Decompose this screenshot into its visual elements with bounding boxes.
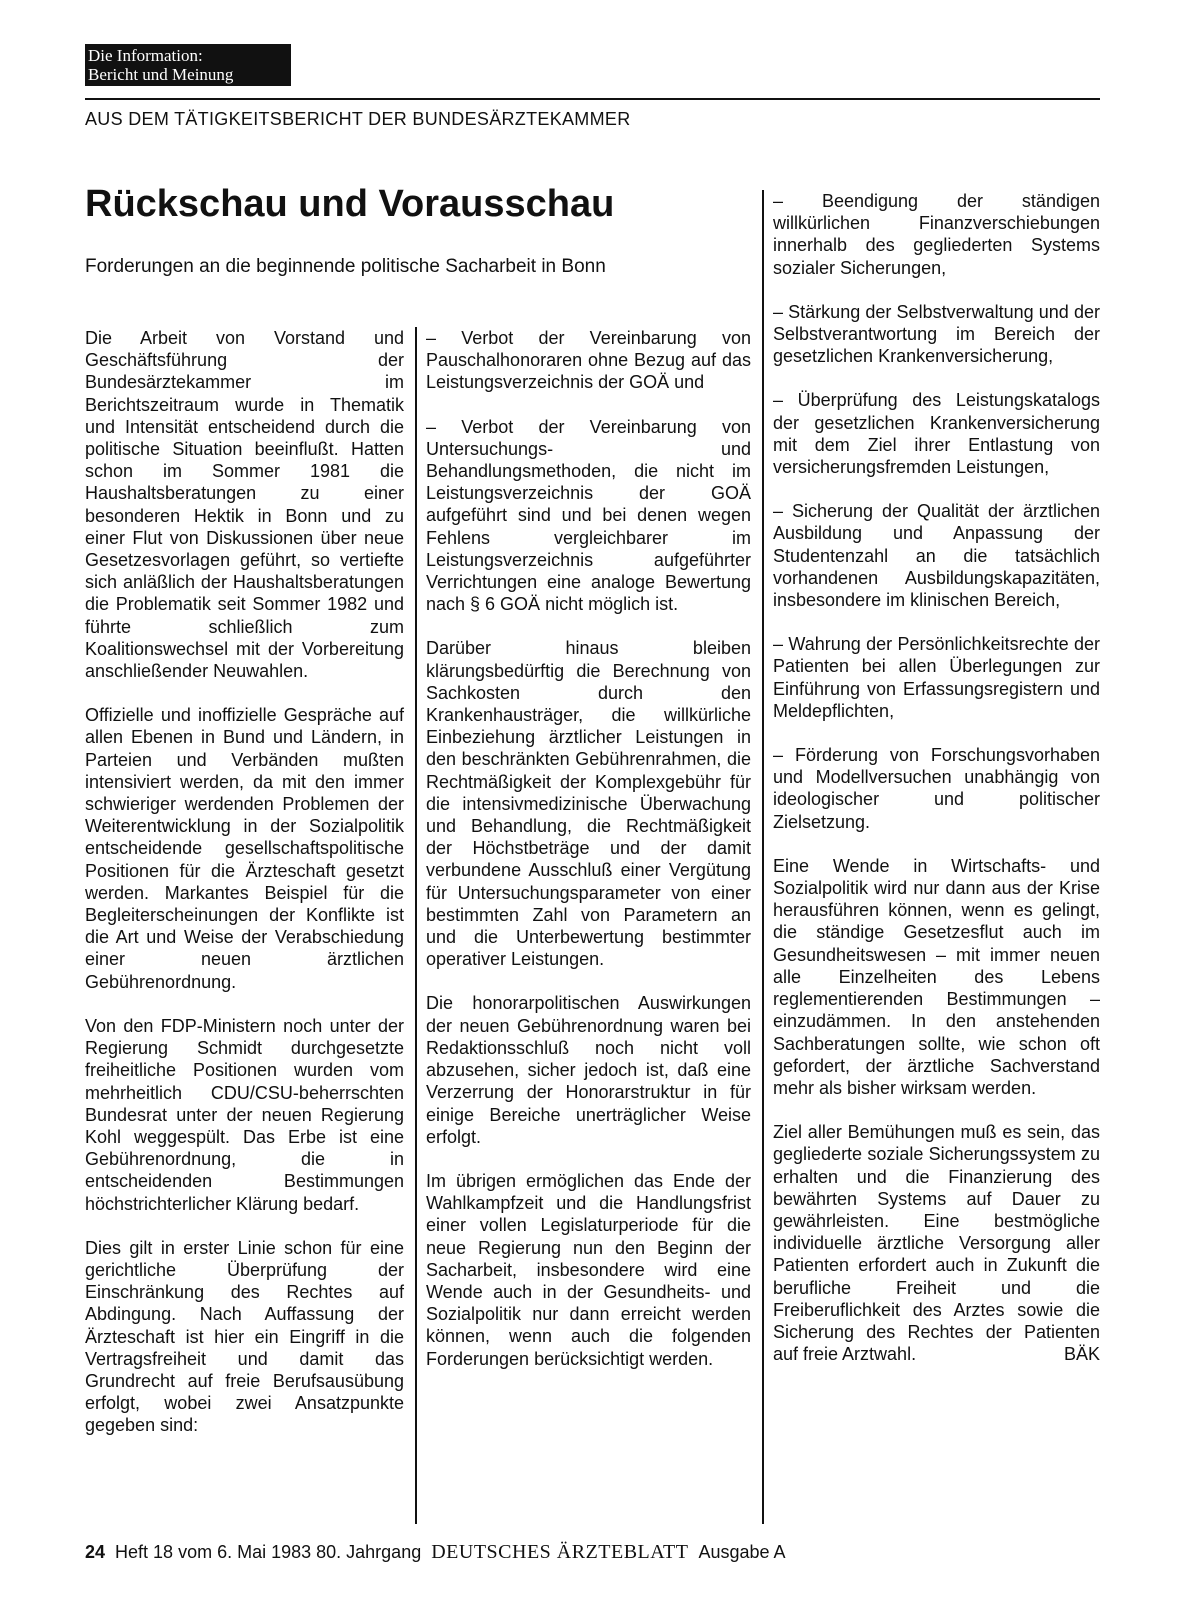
- text-column-1: [85, 327, 404, 1459]
- section-label-box: [85, 44, 291, 86]
- section-kicker: AUS DEM TÄTIGKEITSBERICHT DER BUNDESÄRZTEKAMMER: [85, 109, 631, 129]
- paragraph: – Verbot der Vereinbarung von Pauschalhonoraren ohne Bezug auf das Leistungsverzeichnis der GOÄ und: [426, 328, 751, 393]
- paragraph: Offizielle und inoffizielle Gespräche auf allen Ebenen in Bund und Ländern, in Parteien und Verbänden mußten intensiviert werden, da mit den immer schwieriger werdenden Problemen der Weiterentwicklung in der Sozialpolitik entscheidende gesellschaftspolitische Positionen für die Ärzteschaft gesetzt werden. Markantes Beispiel für die Begleiterscheinungen der Konflikte ist die Art und Weise der Verabschiedung einer neuen ärztlichen Gebührenordnung.: [85, 705, 404, 992]
- paragraph-text: Ziel aller Bemühungen muß es sein, das gegliederte soziale Sicherungssystem zu erhalten und die Finanzierung des bewährten Systems auf Dauer zu gewährleisten. Eine bestmögliche individuelle ärztliche Versorgung aller Patienten erfordert auch in Zukunft die berufliche Freiheit und die Freiberuflichkeit des Arztes sowie die Sicherung des Rechtes der Patienten auf freie Arztwahl.: [773, 1122, 1100, 1365]
- article-title: Rückschau und Vorausschau: [85, 183, 615, 225]
- text-column-2: [426, 327, 751, 1392]
- paragraph: – Verbot der Vereinbarung von Untersuchungs- und Behandlungsmethoden, die nicht im Leistungsverzeichnis der GOÄ aufgeführt sind und bei denen wegen Fehlens vergleichbarer im Leistungsverzeichnis aufgeführter Verrichtungen eine analoge Bewertung nach § 6 GOÄ nicht möglich ist.: [426, 416, 751, 615]
- text-column-3: [773, 190, 1100, 1387]
- paragraph: Im übrigen ermöglichen das Ende der Wahlkampfzeit und die Handlungsfrist einer vollen Legislaturperiode für die neue Regierung nun den Beginn der Sacharbeit, insbesondere wird eine Wende auch in der Gesundheits- und Sozialpolitik nur dann erreicht werden können, wenn auch die folgenden Forderungen berücksichtigt werden.: [426, 1170, 751, 1369]
- paragraph: – Beendigung der ständigen willkürlichen Finanzverschiebungen innerhalb des gegliederten Systems sozialer Sicherungen,: [773, 191, 1100, 278]
- edition-info: Ausgabe A: [698, 1542, 786, 1562]
- paragraph: Darüber hinaus bleiben klärungsbedürftig die Berechnung von Sachkosten durch den Krankenhausträger, die willkürliche Einbeziehung ärztlicher Leistungen in den beschränkten Gebührenrahmen, die Rechtmäßigkeit der Komplexgebühr für die intensivmedizinische Überwachung und Behandlung, die Rechtmäßigkeit der Höchstbeträge und der damit verbundene Ausschluß einer Vergütung für Untersuchungsparameter von einer bestimmten Zahl von Parametern an und die Unterbewertung bestimmter operativer Leistungen.: [426, 638, 751, 970]
- paragraph: – Sicherung der Qualität der ärztlichen Ausbildung und Anpassung der Studentenzahl an die tatsächlich vorhandenen Ausbildungskapazitäten, insbesondere im klinischen Bereich,: [773, 501, 1100, 611]
- section-label-line2: Bericht und Meinung: [88, 65, 234, 84]
- paragraph: – Stärkung der Selbstverwaltung und der Selbstverantwortung im Bereich der gesetzlichen Krankenversicherung,: [773, 301, 1100, 367]
- journal-name: DEUTSCHES ÄRZTEBLATT: [431, 1541, 689, 1563]
- paragraph: – Wahrung der Persönlichkeitsrechte der Patienten bei allen Überlegungen zur Einführung von Erfassungsregistern und Meldepflichten,: [773, 634, 1100, 721]
- paragraph: Eine Wende in Wirtschafts- und Sozialpolitik wird nur dann aus der Krise herausführen können, wenn es gelingt, die ständige Gesetzesflut auch im Gesundheitswesen – mit immer neuen alle Einzelheiten des Lebens reglementierenden Bestimmungen – einzudämmen. In den anstehenden Sachberatungen sollte, wie schon oft gefordert, der ärztliche Sachverstand mehr als bisher wirksam werden.: [773, 855, 1100, 1098]
- paragraph: Die Arbeit von Vorstand und Geschäftsführung der Bundesärztekammer im Berichtszeitraum wurde in Thematik und Intensität entscheidend durch die politische Situation beeinflußt. Hatten schon im Sommer 1981 die Haushaltsberatungen zu einer besonderen Hektik in Bonn und zu einer Flut von Diskussionen über neue Gesetzesvorlagen geführt, so vertiefte sich anläßlich der Haushaltsberatungen die Problematik seit Sommer 1982 und führte schließlich zum Koalitionswechsel mit der Vorbereitung anschließender Neuwahlen.: [85, 328, 404, 682]
- paragraph: Von den FDP-Ministern noch unter der Regierung Schmidt durchgesetzte freiheitliche Positionen wurden vom mehrheitlich CDU/CSU-beherrschten Bundesrat unter der neuen Regierung Kohl weggespült. Das Erbe ist eine Gebührenordnung, die in entscheidenden Bestimmungen höchstrichterlicher Klärung bedarf.: [85, 1015, 404, 1214]
- column-divider: [415, 327, 417, 1524]
- page-footer: [85, 1541, 786, 1564]
- paragraph: Dies gilt in erster Linie schon für eine gerichtliche Überprüfung der Einschränkung des Rechtes auf Abdingung. Nach Auffassung der Ärzteschaft ist hier ein Eingriff in die Vertragsfreiheit und damit das Grundrecht auf freie Berufsausübung erfolgt, wobei zwei Ansatzpunkte gegeben sind:: [85, 1237, 404, 1436]
- paragraph: Die honorarpolitischen Auswirkungen der neuen Gebührenordnung waren bei Redaktionsschluß noch nicht voll abzusehen, sicher jedoch ist, daß eine Verzerrung der Honorarstruktur in für einige Bereiche unerträglicher Weise erfolgt.: [426, 993, 751, 1147]
- paragraph: – Förderung von Forschungsvorhaben und Modellversuchen unabhängig von ideologischer und politischer Zielsetzung.: [773, 745, 1100, 832]
- top-rule: [85, 98, 1100, 100]
- section-label-line1: Die Information:: [88, 46, 203, 65]
- author-signoff: BÄK: [1063, 1344, 1100, 1365]
- page-number: 24: [85, 1542, 106, 1562]
- article-subtitle: Forderungen an die beginnende politische Sacharbeit in Bonn: [85, 256, 606, 277]
- issue-info: Heft 18 vom 6. Mai 1983 80. Jahrgang: [115, 1542, 422, 1562]
- paragraph: – Überprüfung des Leistungskatalogs der gesetzlichen Krankenversicherung mit dem Ziel ihrer Entlastung von versicherungsfremden Leistungen,: [773, 390, 1100, 478]
- column-divider: [762, 190, 764, 1524]
- paragraph: [773, 1121, 1100, 1365]
